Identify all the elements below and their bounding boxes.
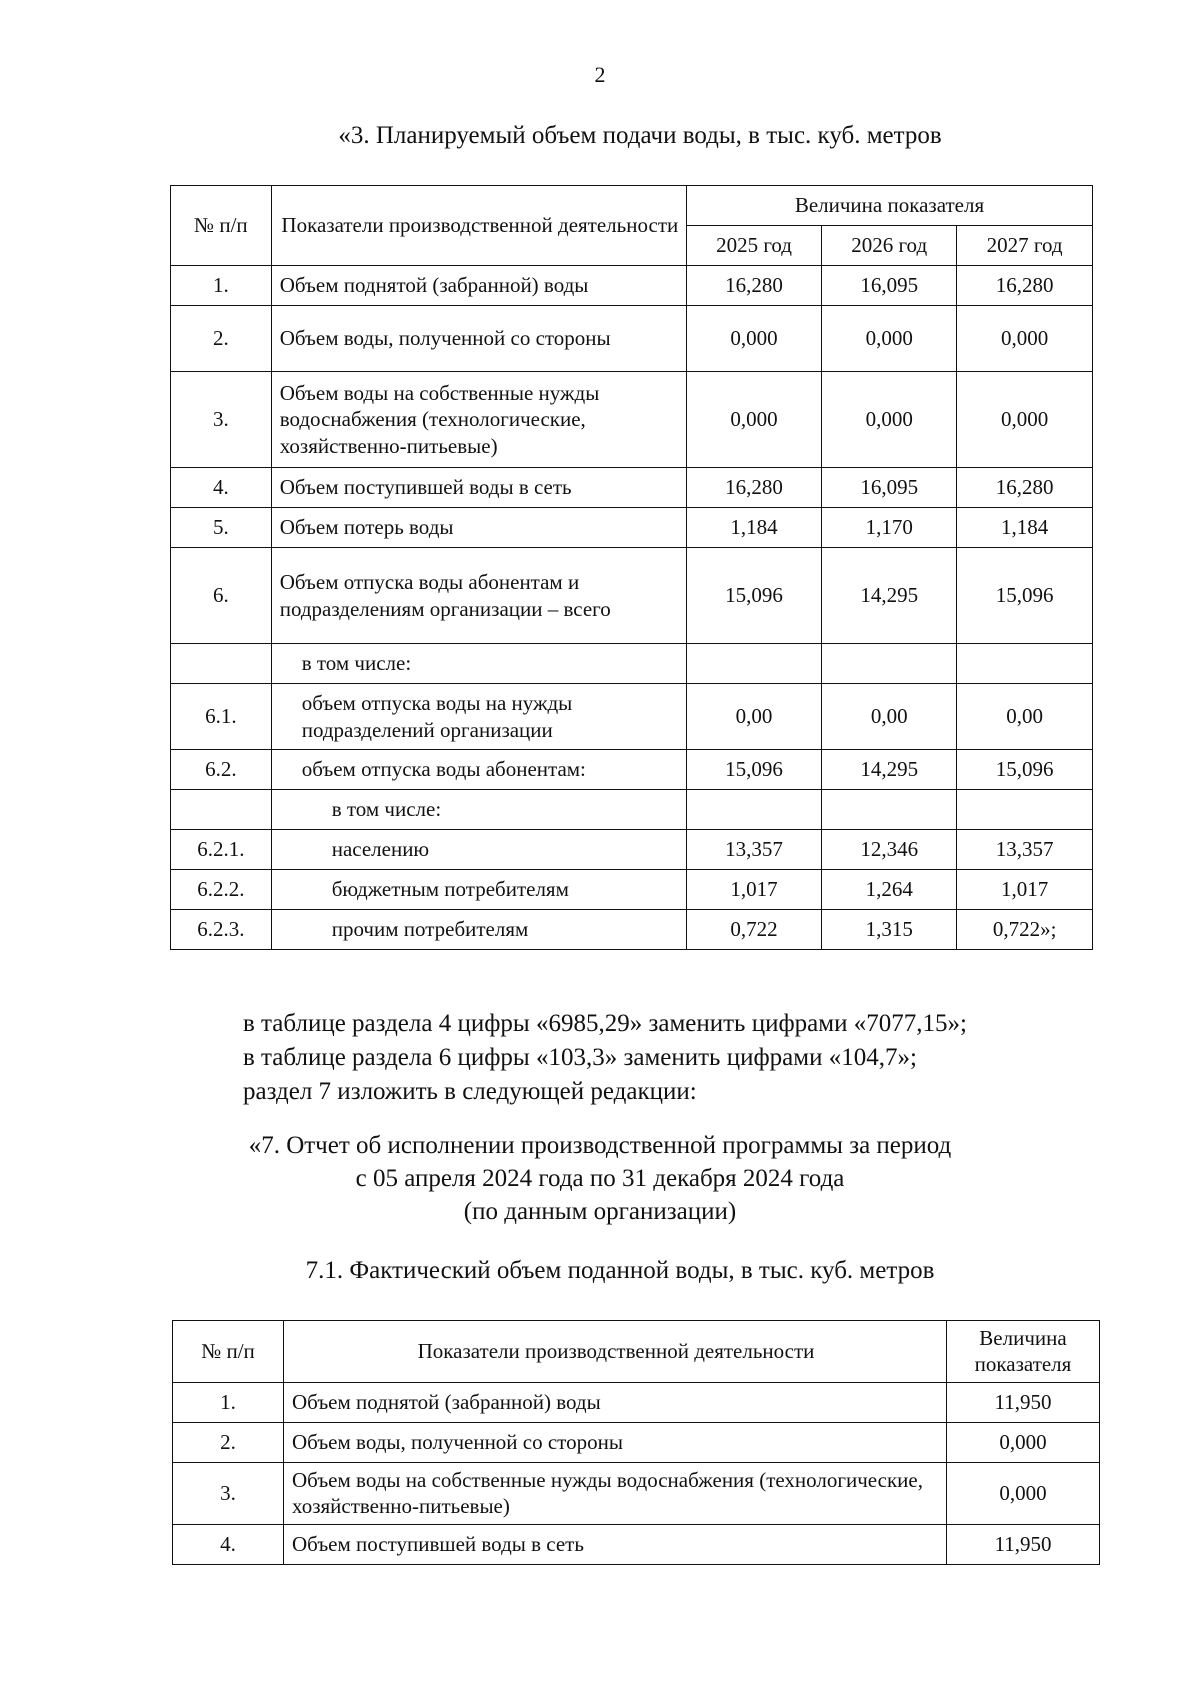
row-value-2025: 1,017 xyxy=(686,870,821,910)
row-value-2026: 12,346 xyxy=(822,830,957,870)
row-value-2027 xyxy=(957,644,1093,684)
row-num: 5. xyxy=(171,508,272,548)
row-value-2027: 0,000 xyxy=(957,306,1093,372)
row-num: 4. xyxy=(173,1525,284,1565)
header-num: № п/п xyxy=(171,186,272,266)
row-value-2025: 0,722 xyxy=(686,910,821,950)
header-value-group: Величина показателя xyxy=(686,186,1092,226)
row-num: 6.2.2. xyxy=(171,870,272,910)
row-value: 11,950 xyxy=(947,1383,1100,1423)
row-value-2027: 16,280 xyxy=(957,468,1093,508)
row-value-2027: 0,722»; xyxy=(957,910,1093,950)
actual-water-table xyxy=(172,1320,1100,1565)
row-value-2027: 15,096 xyxy=(957,548,1093,644)
row-value-2026: 1,170 xyxy=(822,508,957,548)
amendment-paragraph: раздел 7 изложить в следующей редакции: xyxy=(243,1078,697,1105)
row-name: объем отпуска воды на нужды подразделений организации xyxy=(271,684,686,750)
row-num: 2. xyxy=(173,1423,284,1463)
planned-water-table xyxy=(170,185,1093,950)
row-value-2027: 0,00 xyxy=(957,684,1093,750)
row-num: 6.2.3. xyxy=(171,910,272,950)
row-num: 6.2. xyxy=(171,750,272,790)
row-num: 3. xyxy=(171,372,272,468)
row-name: Объем потерь воды xyxy=(271,508,686,548)
table-row xyxy=(171,750,1093,790)
table-row xyxy=(173,1383,1100,1423)
row-value-2026: 16,095 xyxy=(822,266,957,306)
header-value: Величина показателя xyxy=(947,1321,1100,1383)
header-year-2026: 2026 год xyxy=(822,226,957,266)
row-num: 1. xyxy=(173,1383,284,1423)
row-name: Объем воды, полученной со стороны xyxy=(271,306,686,372)
row-value-2026: 0,000 xyxy=(822,372,957,468)
row-value-2025: 13,357 xyxy=(686,830,821,870)
row-value-2026: 1,315 xyxy=(822,910,957,950)
header-num: № п/п xyxy=(173,1321,284,1383)
section7-title-line: «7. Отчет об исполнении производственной программы за период xyxy=(248,1132,952,1159)
header-year-2025: 2025 год xyxy=(686,226,821,266)
table-row xyxy=(171,830,1093,870)
row-name: в том числе: xyxy=(271,790,686,830)
page-number: 2 xyxy=(594,62,606,87)
row-name: Объем поднятой (забранной) воды xyxy=(271,266,686,306)
row-num: 4. xyxy=(171,468,272,508)
row-value-2027: 16,280 xyxy=(957,266,1093,306)
table-row xyxy=(171,548,1093,644)
table-row xyxy=(171,508,1093,548)
row-name: в том числе: xyxy=(271,644,686,684)
row-value: 0,000 xyxy=(947,1423,1100,1463)
table-row xyxy=(171,910,1093,950)
table-row xyxy=(173,1525,1100,1565)
row-value-2026: 14,295 xyxy=(822,548,957,644)
section7-title-line: (по данным организации) xyxy=(463,1198,737,1225)
row-value-2026: 0,00 xyxy=(822,684,957,750)
row-name: Объем поступившей воды в сеть xyxy=(271,468,686,508)
row-value-2026 xyxy=(822,644,957,684)
row-value-2027: 0,000 xyxy=(957,372,1093,468)
section3-title: «3. Планируемый объем подачи воды, в тыс. куб. метров xyxy=(338,122,942,149)
row-value-2025 xyxy=(686,644,821,684)
row-num: 1. xyxy=(171,266,272,306)
amendment-paragraph: в таблице раздела 4 цифры «6985,29» заменить цифрами «7077,15»; xyxy=(243,1010,967,1037)
table-row xyxy=(171,790,1093,830)
row-value-2025: 0,000 xyxy=(686,306,821,372)
row-value-2025: 16,280 xyxy=(686,266,821,306)
row-value-2027: 13,357 xyxy=(957,830,1093,870)
section7-title-line: с 05 апреля 2024 года по 31 декабря 2024 года xyxy=(355,1165,845,1192)
table-row xyxy=(173,1423,1100,1463)
header-year-2027: 2027 год xyxy=(957,226,1093,266)
row-name: Объем воды на собственные нужды водоснабжения (технологические, хозяйственно-питьевые) xyxy=(271,372,686,468)
row-value-2026: 0,000 xyxy=(822,306,957,372)
row-value-2027: 15,096 xyxy=(957,750,1093,790)
row-name: Объем отпуска воды абонентам и подразделениям организации – всего xyxy=(271,548,686,644)
row-num: 6.1. xyxy=(171,684,272,750)
row-value-2026: 16,095 xyxy=(822,468,957,508)
row-num: 6. xyxy=(171,548,272,644)
row-name: прочим потребителям xyxy=(271,910,686,950)
row-value-2027: 1,017 xyxy=(957,870,1093,910)
row-value-2025: 0,00 xyxy=(686,684,821,750)
table-row xyxy=(173,1463,1100,1525)
table-row xyxy=(171,684,1093,750)
table-row xyxy=(171,306,1093,372)
amendment-paragraph: в таблице раздела 6 цифры «103,3» заменить цифрами «104,7»; xyxy=(243,1044,917,1071)
row-value-2025: 15,096 xyxy=(686,750,821,790)
row-name: Объем поступившей воды в сеть xyxy=(284,1525,947,1565)
table-row xyxy=(171,870,1093,910)
row-value-2027: 1,184 xyxy=(957,508,1093,548)
row-num: 6.2.1. xyxy=(171,830,272,870)
row-value-2025: 1,184 xyxy=(686,508,821,548)
row-value: 11,950 xyxy=(947,1525,1100,1565)
row-value-2025 xyxy=(686,790,821,830)
row-name: бюджетным потребителям xyxy=(271,870,686,910)
row-name: Объем воды, полученной со стороны xyxy=(284,1423,947,1463)
row-name: объем отпуска воды абонентам: xyxy=(271,750,686,790)
row-value-2025: 15,096 xyxy=(686,548,821,644)
row-num xyxy=(171,644,272,684)
row-name: Объем поднятой (забранной) воды xyxy=(284,1383,947,1423)
row-value-2026: 14,295 xyxy=(822,750,957,790)
row-name: Объем воды на собственные нужды водоснабжения (технологические, хозяйственно-питьевые) xyxy=(284,1463,947,1525)
table-row xyxy=(171,372,1093,468)
row-num: 3. xyxy=(173,1463,284,1525)
row-num xyxy=(171,790,272,830)
row-num: 2. xyxy=(171,306,272,372)
row-value-2026 xyxy=(822,790,957,830)
row-name: населению xyxy=(271,830,686,870)
table-row xyxy=(171,468,1093,508)
row-value-2025: 0,000 xyxy=(686,372,821,468)
section7-subtitle: 7.1. Фактический объем поданной воды, в тыс. куб. метров xyxy=(305,1257,935,1284)
header-indicator: Показатели производственной деятельности xyxy=(284,1321,947,1383)
table-row xyxy=(171,644,1093,684)
table-row xyxy=(171,266,1093,306)
row-value: 0,000 xyxy=(947,1463,1100,1525)
row-value-2026: 1,264 xyxy=(822,870,957,910)
header-indicator: Показатели производственной деятельности xyxy=(271,186,686,266)
row-value-2027 xyxy=(957,790,1093,830)
row-value-2025: 16,280 xyxy=(686,468,821,508)
